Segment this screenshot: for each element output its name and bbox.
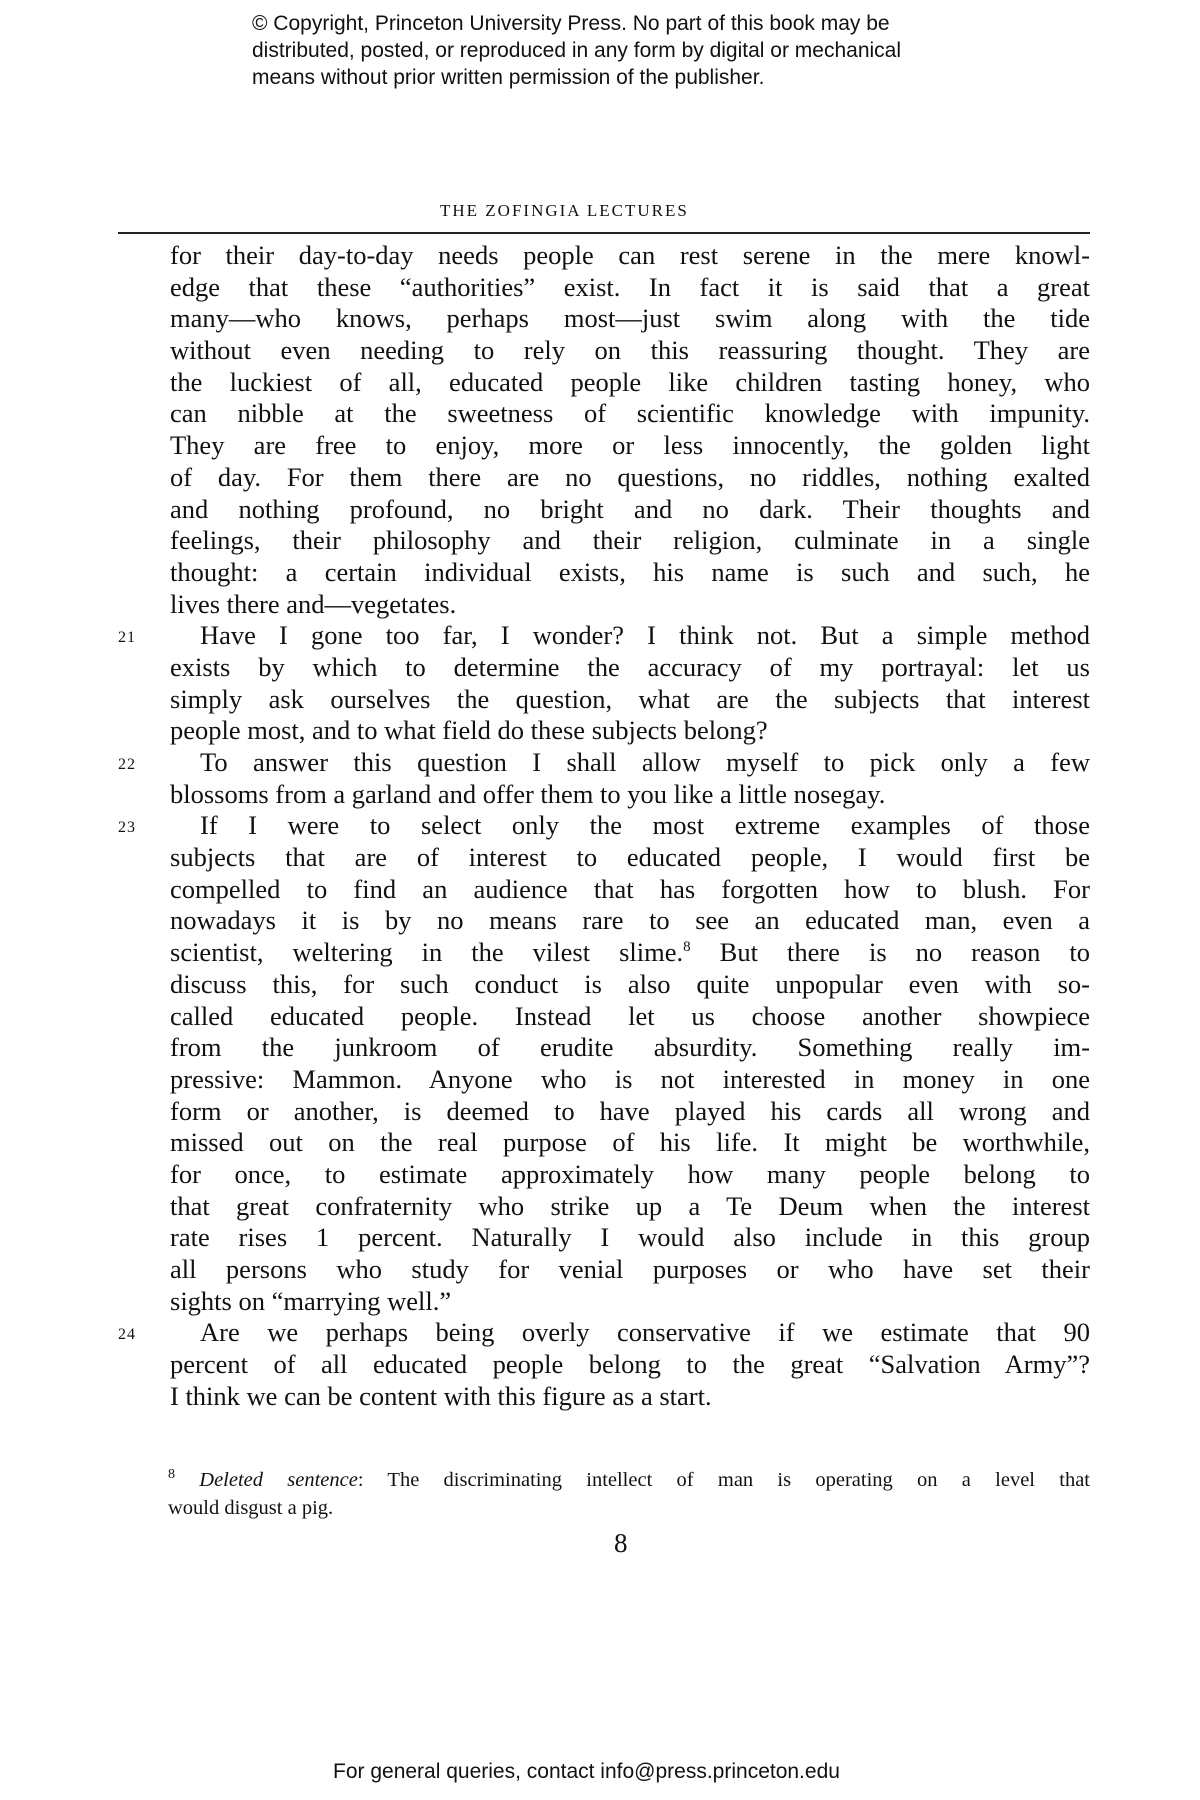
line-text: called educated people. Instead let us choose another showpiece bbox=[170, 1000, 1090, 1031]
footnote-label: Deleted sentence bbox=[199, 1469, 358, 1491]
line-text: edge that these “authorities” exist. In fact it is said that a great bbox=[170, 271, 1090, 302]
line-text: scientist, weltering in the vilest slime. bbox=[170, 937, 684, 968]
text-line bbox=[170, 303, 1090, 335]
footer-contact: For general queries, contact info@press.princeton.edu bbox=[333, 1760, 840, 1783]
line-text: missed out on the real purpose of his life. It might be worthwhile, bbox=[170, 1127, 1090, 1158]
text-line bbox=[170, 367, 1090, 399]
page-number: 8 bbox=[614, 1528, 628, 1558]
text-line bbox=[118, 747, 1090, 779]
text-line bbox=[170, 874, 1090, 906]
text-line bbox=[170, 652, 1090, 684]
text-line bbox=[170, 1191, 1090, 1223]
line-text: rate rises 1 percent. Naturally I would also include in this group bbox=[170, 1222, 1090, 1253]
text-line bbox=[170, 240, 1090, 272]
text-line bbox=[170, 905, 1090, 937]
paragraph-number: 21 bbox=[118, 629, 136, 647]
line-text: To answer this question I shall allow myself to pick only a few bbox=[200, 747, 1090, 777]
line-text: many—who knows, perhaps most—just swim along with the tide bbox=[170, 303, 1090, 334]
line-text: the luckiest of all, educated people like children tasting honey, who bbox=[170, 366, 1090, 397]
line-text: for their day-to-day needs people can rest serene in the mere knowl- bbox=[170, 240, 1090, 270]
paragraph-number: 24 bbox=[118, 1326, 136, 1344]
text-line bbox=[170, 1381, 1090, 1413]
text-line bbox=[170, 1032, 1090, 1064]
text-line bbox=[118, 810, 1090, 842]
text-line bbox=[170, 684, 1090, 716]
footnote bbox=[168, 1466, 1090, 1522]
line-text: that great confraternity who strike up a Te Deum when the interest bbox=[170, 1190, 1090, 1221]
text-line bbox=[170, 842, 1090, 874]
text-line bbox=[170, 1254, 1090, 1286]
footnote-reference: 8 bbox=[683, 939, 691, 956]
text-line bbox=[170, 969, 1090, 1001]
line-text: all persons who study for venial purposes or who have set their bbox=[170, 1254, 1090, 1284]
text-line bbox=[118, 620, 1090, 652]
line-text: subjects that are of interest to educated people, I would first be bbox=[170, 842, 1090, 873]
text-line bbox=[170, 430, 1090, 462]
line-text: They are free to enjoy, more or less innocently, the golden light bbox=[170, 430, 1090, 461]
line-text: Are we perhaps being overly conservative if we estimate that 90 bbox=[200, 1317, 1090, 1348]
line-text: sights on “marrying well.” bbox=[170, 1285, 452, 1316]
footnote-marker: 8 bbox=[168, 1467, 175, 1483]
text-line bbox=[170, 1286, 1090, 1318]
line-text: If I were to select only the most extreme examples of those bbox=[200, 810, 1090, 841]
line-text: Have I gone too far, I wonder? I think not. But a simple method bbox=[200, 620, 1090, 651]
copyright-line: means without prior written permission of the publisher. bbox=[252, 66, 765, 89]
text-line bbox=[170, 1159, 1090, 1191]
body-text bbox=[118, 240, 1090, 1412]
line-text: discuss this, for such conduct is also quite unpopular even with so- bbox=[170, 968, 1090, 999]
line-text: form or another, is deemed to have played his cards all wrong and bbox=[170, 1095, 1090, 1126]
line-text: pressive: Mammon. Anyone who is not interested in money in one bbox=[170, 1063, 1090, 1094]
line-text: blossoms from a garland and offer them to you like a little nosegay. bbox=[170, 778, 886, 809]
text-line bbox=[170, 1064, 1090, 1096]
text-line bbox=[170, 589, 1090, 621]
footnote-text: : The discriminating intellect of man is operating on a level that bbox=[357, 1469, 1090, 1491]
footnote-line: would disgust a pig. bbox=[168, 1497, 334, 1519]
line-text: lives there and—vegetates. bbox=[170, 588, 457, 619]
text-line bbox=[170, 398, 1090, 430]
text-line bbox=[170, 462, 1090, 494]
line-text: I think we can be content with this figure as a start. bbox=[170, 1380, 712, 1411]
text-line bbox=[170, 272, 1090, 304]
line-text: simply ask ourselves the question, what are the subjects that interest bbox=[170, 683, 1090, 714]
running-head: THE ZOFINGIA LECTURES bbox=[440, 201, 689, 220]
text-line bbox=[170, 1001, 1090, 1033]
text-line bbox=[170, 1349, 1090, 1381]
line-text: people most, and to what field do these subjects belong? bbox=[170, 715, 768, 746]
copyright-line: © Copyright, Princeton University Press. No part of this book may be bbox=[252, 12, 890, 35]
text-line bbox=[170, 494, 1090, 526]
header-rule bbox=[118, 232, 1090, 234]
line-text: nowadays it is by no means rare to see an educated man, even a bbox=[170, 905, 1090, 936]
line-text: without even needing to rely on this reassuring thought. They are bbox=[170, 335, 1090, 366]
copyright-notice bbox=[252, 10, 1012, 91]
line-text: percent of all educated people belong to the great “Salvation Army”? bbox=[170, 1349, 1090, 1380]
line-text: for once, to estimate approximately how many people belong to bbox=[170, 1158, 1090, 1189]
line-text-continued: But there is no reason to bbox=[690, 937, 1090, 968]
paragraph-number: 23 bbox=[118, 819, 136, 837]
text-line bbox=[170, 715, 1090, 747]
line-text: feelings, their philosophy and their religion, culminate in a single bbox=[170, 525, 1090, 556]
text-line bbox=[170, 779, 1090, 811]
line-text: thought: a certain individual exists, his name is such and such, he bbox=[170, 556, 1090, 587]
line-text: compelled to find an audience that has forgotten how to blush. For bbox=[170, 873, 1090, 904]
line-text: of day. For them there are no questions, no riddles, nothing exalted bbox=[170, 461, 1090, 492]
text-line bbox=[170, 1127, 1090, 1159]
line-text: and nothing profound, no bright and no dark. Their thoughts and bbox=[170, 493, 1090, 524]
text-line bbox=[170, 525, 1090, 557]
line-text: from the junkroom of erudite absurdity. Something really im- bbox=[170, 1032, 1090, 1063]
text-line bbox=[170, 1096, 1090, 1128]
line-text: exists by which to determine the accuracy of my portrayal: let us bbox=[170, 651, 1090, 682]
paragraph-number: 22 bbox=[118, 756, 136, 773]
text-line bbox=[170, 1222, 1090, 1254]
text-line bbox=[170, 335, 1090, 367]
copyright-line: distributed, posted, or reproduced in any form by digital or mechanical bbox=[252, 39, 902, 62]
text-line bbox=[170, 937, 1090, 969]
line-text: can nibble at the sweetness of scientific knowledge with impunity. bbox=[170, 398, 1090, 429]
footnote-line bbox=[168, 1466, 1090, 1494]
text-line bbox=[170, 557, 1090, 589]
text-line bbox=[118, 1317, 1090, 1349]
